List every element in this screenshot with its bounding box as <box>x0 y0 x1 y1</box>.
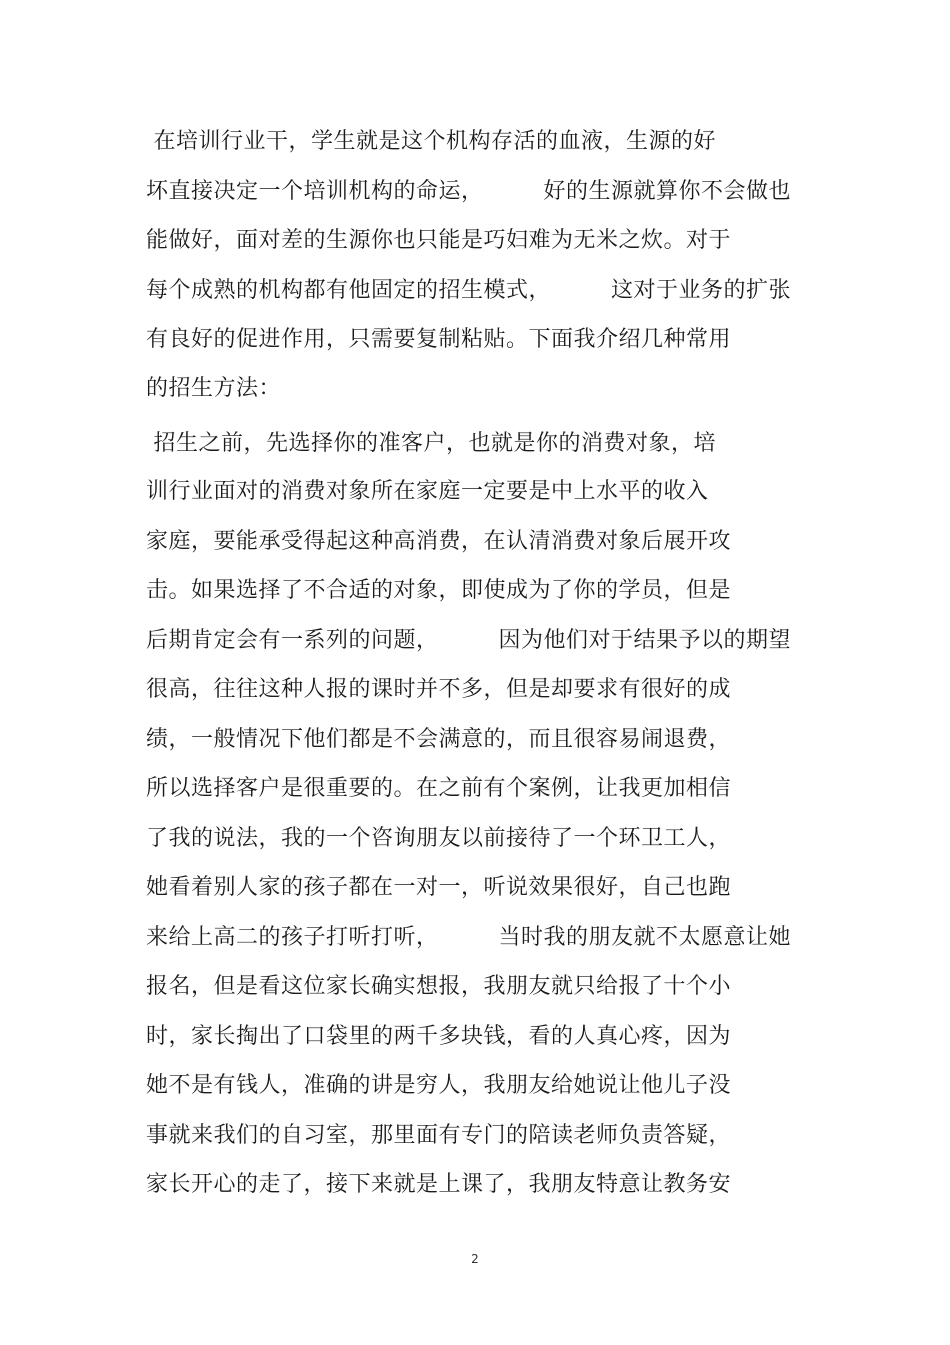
text-line: 绩，一般情况下他们都是不会满意的，而且很容易闹退费， <box>146 727 732 752</box>
text-line: 她不是有钱人，准确的讲是穷人，我朋友给她说让他儿子没 <box>146 1073 732 1098</box>
text-line: 击。如果选择了不合适的对象，即使成为了你的学员，但是 <box>146 578 732 603</box>
text-line: 家长开心的走了，接下来就是上课了，我朋友特意让教务安 <box>146 1172 732 1197</box>
page-number: 2 <box>471 1252 479 1266</box>
text-line: 很高，往往这种人报的课时并不多，但是却要求有很好的成 <box>146 677 732 702</box>
text-line: 在培训行业干，学生就是这个机构存活的血液，生源的好 <box>146 129 716 154</box>
text-line: 能做好，面对差的生源你也只能是巧妇难为无米之炊。对于 <box>146 228 732 253</box>
text-line: 有良好的促进作用，只需要复制粘贴。下面我介绍几种常用 <box>146 327 732 352</box>
text-line: 时，家长掏出了口袋里的两千多块钱，看的人真心疼，因为 <box>146 1024 732 1049</box>
text-line: 事就来我们的自习室，那里面有专门的陪读老师负责答疑， <box>146 1123 732 1148</box>
text-line: 她看着别人家的孩子都在一对一，听说效果很好，自己也跑 <box>146 875 732 900</box>
text-line: 招生之前，先选择你的准客户，也就是你的消费对象，培 <box>146 431 716 456</box>
text-line: 来给上高二的孩子打听打听， 当时我的朋友就不太愿意让她 <box>146 925 791 950</box>
text-line: 每个成熟的机构都有他固定的招生模式， 这对于业务的扩张 <box>146 278 791 303</box>
text-line: 报名，但是看这位家长确实想报，我朋友就只给报了十个小 <box>146 974 732 999</box>
text-line: 所以选择客户是很重要的。在之前有个案例，让我更加相信 <box>146 776 732 801</box>
text-line: 坏直接决定一个培训机构的命运， 好的生源就算你不会做也 <box>146 179 791 204</box>
text-line: 家庭，要能承受得起这种高消费，在认清消费对象后展开攻 <box>146 529 732 554</box>
text-line: 了我的说法，我的一个咨询朋友以前接待了一个环卫工人， <box>146 826 732 851</box>
text-line: 后期肯定会有一系列的问题， 因为他们对于结果予以的期望 <box>146 628 791 653</box>
text-line: 的招生方法： <box>146 376 282 401</box>
text-line: 训行业面对的消费对象所在家庭一定要是中上水平的收入 <box>146 479 709 504</box>
